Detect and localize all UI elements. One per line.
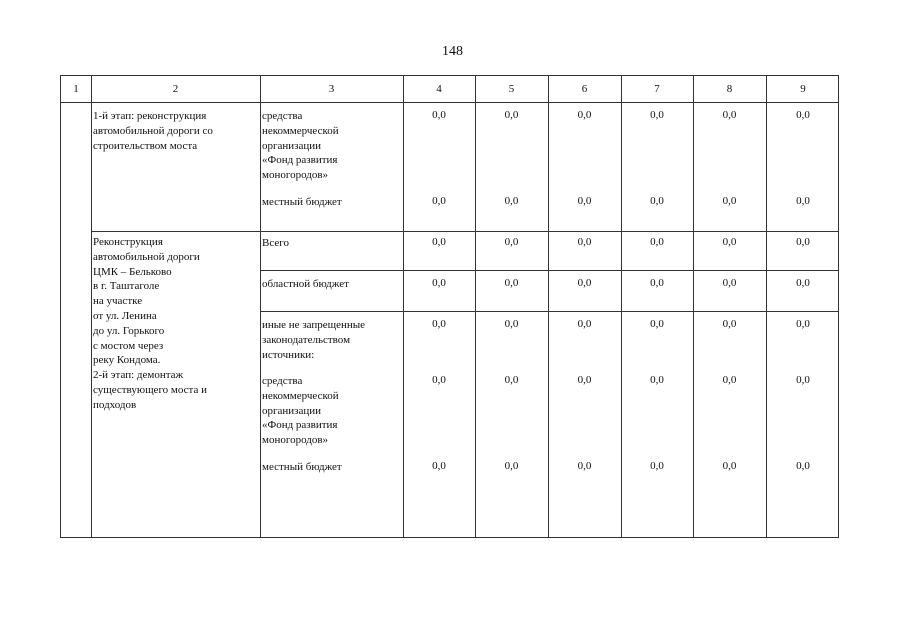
value-cell: 0,0 <box>504 374 519 386</box>
value-cell: 0,0 <box>504 277 519 289</box>
value-cell: 0,0 <box>577 374 592 386</box>
value-cell: 0,0 <box>722 195 737 207</box>
value-cell: 0,0 <box>504 318 519 330</box>
funding-source: Всего <box>262 237 289 249</box>
funding-source: местный бюджет <box>262 196 342 208</box>
value-cell: 0,0 <box>796 195 810 207</box>
value-cell: 0,0 <box>432 374 446 386</box>
value-cell: 0,0 <box>796 374 810 386</box>
value-cell: 0,0 <box>722 277 737 289</box>
value-cell: 0,0 <box>796 460 810 472</box>
funding-source: средства некоммерческой организации «Фонд развития моногородов» <box>262 375 339 447</box>
value-cell: 0,0 <box>650 460 664 472</box>
value-cell: 0,0 <box>577 236 592 248</box>
col-divider <box>260 76 261 537</box>
value-cell: 0,0 <box>432 195 446 207</box>
col-header: 1 <box>73 83 79 95</box>
col-header: 7 <box>654 83 660 95</box>
value-cell: 0,0 <box>796 277 810 289</box>
col-header: 4 <box>436 83 442 95</box>
page-number: 148 <box>442 44 463 59</box>
col-divider <box>91 76 92 537</box>
value-cell: 0,0 <box>432 277 446 289</box>
value-cell: 0,0 <box>650 374 664 386</box>
value-cell: 0,0 <box>504 195 519 207</box>
value-cell: 0,0 <box>722 236 737 248</box>
value-cell: 0,0 <box>432 236 446 248</box>
row-divider <box>260 270 838 271</box>
value-cell: 0,0 <box>796 236 810 248</box>
value-cell: 0,0 <box>796 318 810 330</box>
value-cell: 0,0 <box>432 109 446 121</box>
col-header: 5 <box>508 83 515 95</box>
funding-source: средства некоммерческой организации «Фонд развития моногородов» <box>262 110 339 182</box>
value-cell: 0,0 <box>722 460 737 472</box>
row-divider <box>91 231 838 232</box>
value-cell: 0,0 <box>796 109 810 121</box>
value-cell: 0,0 <box>432 318 446 330</box>
col-header: 9 <box>800 83 806 95</box>
row-divider <box>260 311 838 312</box>
value-cell: 0,0 <box>504 109 519 121</box>
funding-source: иные не запрещенные законодательством источники: <box>262 319 366 361</box>
header-divider <box>61 102 838 103</box>
value-cell: 0,0 <box>650 236 664 248</box>
budget-table <box>60 75 839 538</box>
value-cell: 0,0 <box>504 460 519 472</box>
value-cell: 0,0 <box>650 109 664 121</box>
value-cell: 0,0 <box>577 109 592 121</box>
value-cell: 0,0 <box>650 318 664 330</box>
value-cell: 0,0 <box>722 374 737 386</box>
value-cell: 0,0 <box>650 195 664 207</box>
funding-source: местный бюджет <box>262 461 342 473</box>
col-header: 6 <box>581 83 588 95</box>
col-header: 3 <box>328 83 335 95</box>
stage-name: Реконструкция автомобильной дороги ЦМК – Бельково в г. Таштаголе на участке от ул. Ленина до ул. Горького с мостом через реку Кондома. 2-й этап: демонтаж существующего моста и подходов <box>93 236 208 411</box>
col-header: 2 <box>172 83 179 95</box>
value-cell: 0,0 <box>722 109 737 121</box>
value-cell: 0,0 <box>650 277 664 289</box>
value-cell: 0,0 <box>577 277 592 289</box>
value-cell: 0,0 <box>577 460 592 472</box>
value-cell: 0,0 <box>432 460 446 472</box>
funding-source: областной бюджет <box>262 278 349 290</box>
value-cell: 0,0 <box>577 318 592 330</box>
value-cell: 0,0 <box>577 195 592 207</box>
stage-name: 1-й этап: реконструкция автомобильной дороги со строительством моста <box>93 110 213 152</box>
value-cell: 0,0 <box>504 236 519 248</box>
col-header: 8 <box>726 83 733 95</box>
value-cell: 0,0 <box>722 318 737 330</box>
